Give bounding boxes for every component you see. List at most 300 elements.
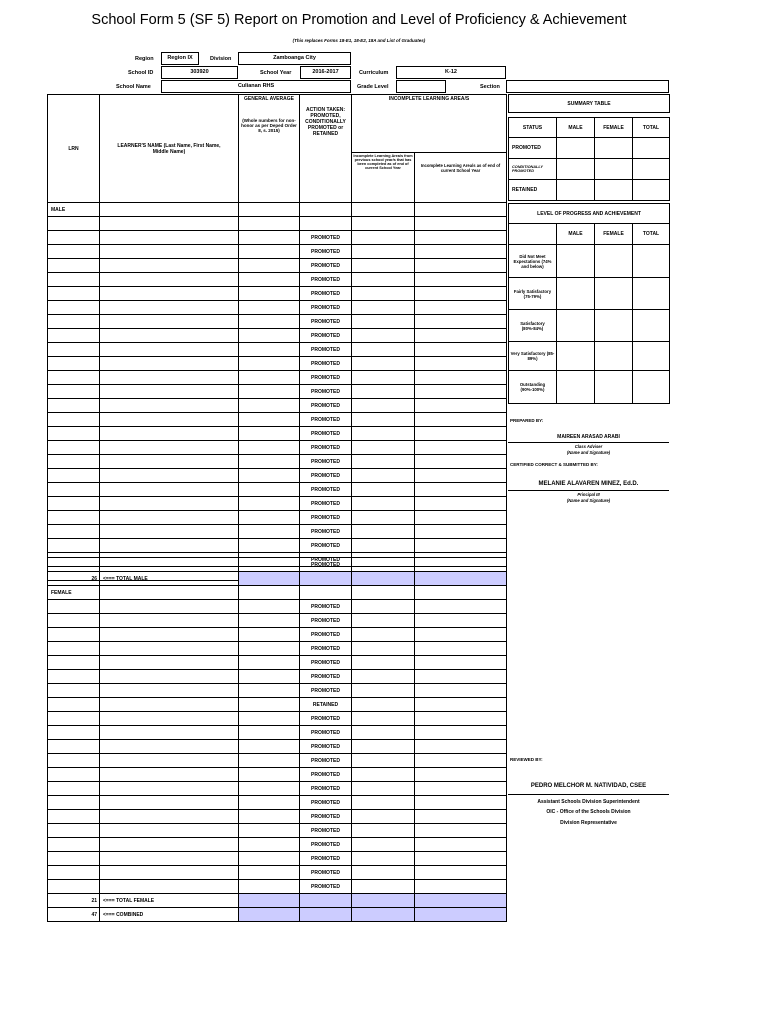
incomplete-curr-cell[interactable] — [415, 539, 507, 553]
incomplete-prev-cell[interactable] — [352, 824, 415, 838]
lrn-cell[interactable] — [48, 287, 100, 301]
lrn-cell[interactable] — [48, 441, 100, 455]
action-taken-cell[interactable]: PROMOTED — [300, 483, 352, 497]
incomplete-curr-cell[interactable] — [415, 301, 507, 315]
progress-value-cell[interactable] — [595, 342, 633, 371]
learner-name-cell[interactable] — [100, 866, 239, 880]
incomplete-curr-cell[interactable] — [415, 810, 507, 824]
incomplete-prev-cell[interactable] — [352, 273, 415, 287]
general-average-cell[interactable] — [239, 684, 300, 698]
incomplete-prev-cell[interactable] — [352, 385, 415, 399]
incomplete-prev-cell[interactable] — [352, 796, 415, 810]
summary-value-cell[interactable] — [633, 138, 670, 159]
learner-name-cell[interactable] — [100, 497, 239, 511]
incomplete-prev-cell[interactable] — [352, 259, 415, 273]
lrn-cell[interactable] — [48, 469, 100, 483]
action-taken-cell[interactable]: PROMOTED — [300, 259, 352, 273]
incomplete-curr-cell[interactable] — [415, 315, 507, 329]
incomplete-prev-cell[interactable] — [352, 866, 415, 880]
incomplete-curr-cell[interactable] — [415, 698, 507, 712]
incomplete-curr-cell[interactable] — [415, 614, 507, 628]
incomplete-prev-cell[interactable] — [352, 231, 415, 245]
learner-name-cell[interactable] — [100, 245, 239, 259]
incomplete-curr-cell[interactable] — [415, 768, 507, 782]
general-average-cell[interactable] — [239, 301, 300, 315]
incomplete-prev-cell[interactable] — [352, 539, 415, 553]
learner-name-cell[interactable] — [100, 371, 239, 385]
learner-name-cell[interactable] — [100, 413, 239, 427]
lrn-cell[interactable] — [48, 684, 100, 698]
action-taken-cell[interactable]: PROMOTED — [300, 357, 352, 371]
general-average-cell[interactable] — [239, 712, 300, 726]
action-taken-cell[interactable]: PROMOTED — [300, 628, 352, 642]
action-taken-cell[interactable]: PROMOTED — [300, 273, 352, 287]
general-average-cell[interactable] — [239, 413, 300, 427]
progress-value-cell[interactable] — [557, 278, 595, 310]
incomplete-curr-cell[interactable] — [415, 558, 507, 572]
general-average-cell[interactable] — [239, 343, 300, 357]
summary-value-cell[interactable] — [557, 180, 595, 201]
summary-value-cell[interactable] — [633, 159, 670, 180]
learner-name-cell[interactable] — [100, 754, 239, 768]
general-average-cell[interactable] — [239, 511, 300, 525]
incomplete-curr-cell[interactable] — [415, 469, 507, 483]
incomplete-curr-cell[interactable] — [415, 600, 507, 614]
incomplete-prev-cell[interactable] — [352, 698, 415, 712]
region-value[interactable]: Region IX — [161, 52, 199, 65]
incomplete-prev-cell[interactable] — [352, 413, 415, 427]
lrn-cell[interactable] — [48, 217, 100, 231]
action-taken-cell[interactable]: PROMOTED — [300, 642, 352, 656]
progress-value-cell[interactable] — [595, 371, 633, 404]
lrn-cell[interactable] — [48, 852, 100, 866]
learner-name-cell[interactable] — [100, 427, 239, 441]
incomplete-prev-cell[interactable] — [352, 217, 415, 231]
incomplete-prev-cell[interactable] — [352, 301, 415, 315]
incomplete-prev-cell[interactable] — [352, 427, 415, 441]
incomplete-prev-cell[interactable] — [352, 600, 415, 614]
action-taken-cell[interactable]: PROMOTED — [300, 614, 352, 628]
action-taken-cell[interactable]: PROMOTED — [300, 740, 352, 754]
action-taken-cell[interactable]: PROMOTED — [300, 343, 352, 357]
incomplete-curr-cell[interactable] — [415, 329, 507, 343]
general-average-cell[interactable] — [239, 217, 300, 231]
action-taken-cell[interactable]: RETAINED — [300, 698, 352, 712]
incomplete-prev-cell[interactable] — [352, 357, 415, 371]
cell[interactable] — [415, 586, 507, 600]
lrn-cell[interactable] — [48, 866, 100, 880]
cell[interactable] — [300, 586, 352, 600]
learner-name-cell[interactable] — [100, 656, 239, 670]
learner-name-cell[interactable] — [100, 259, 239, 273]
incomplete-curr-cell[interactable] — [415, 782, 507, 796]
incomplete-curr-cell[interactable] — [415, 511, 507, 525]
action-taken-cell[interactable]: PROMOTED — [300, 684, 352, 698]
action-taken-cell[interactable]: PROMOTED — [300, 399, 352, 413]
lrn-cell[interactable] — [48, 301, 100, 315]
incomplete-prev-cell[interactable] — [352, 245, 415, 259]
action-taken-cell[interactable]: PROMOTED — [300, 511, 352, 525]
incomplete-prev-cell[interactable] — [352, 852, 415, 866]
general-average-cell[interactable] — [239, 497, 300, 511]
action-taken-cell[interactable]: PROMOTED — [300, 600, 352, 614]
action-taken-cell[interactable]: PROMOTED — [300, 301, 352, 315]
school-name-value[interactable]: Culianan RHS — [161, 80, 351, 93]
action-taken-cell[interactable]: PROMOTED — [300, 231, 352, 245]
learner-name-cell[interactable] — [100, 525, 239, 539]
general-average-cell[interactable] — [239, 670, 300, 684]
general-average-cell[interactable] — [239, 231, 300, 245]
lrn-cell[interactable] — [48, 824, 100, 838]
incomplete-curr-cell[interactable] — [415, 628, 507, 642]
learner-name-cell[interactable] — [100, 217, 239, 231]
lrn-cell[interactable] — [48, 497, 100, 511]
general-average-cell[interactable] — [239, 469, 300, 483]
incomplete-prev-cell[interactable] — [352, 656, 415, 670]
learner-name-cell[interactable] — [100, 726, 239, 740]
action-taken-cell[interactable]: PROMOTED — [300, 670, 352, 684]
learner-name-cell[interactable] — [100, 810, 239, 824]
incomplete-prev-cell[interactable] — [352, 670, 415, 684]
incomplete-prev-cell[interactable] — [352, 511, 415, 525]
action-taken-cell[interactable]: PROMOTED — [300, 385, 352, 399]
learner-name-cell[interactable] — [100, 782, 239, 796]
action-taken-cell[interactable]: PROMOTED — [300, 539, 352, 553]
incomplete-prev-cell[interactable] — [352, 782, 415, 796]
general-average-cell[interactable] — [239, 866, 300, 880]
progress-value-cell[interactable] — [557, 342, 595, 371]
general-average-cell[interactable] — [239, 614, 300, 628]
general-average-cell[interactable] — [239, 385, 300, 399]
incomplete-curr-cell[interactable] — [415, 371, 507, 385]
general-average-cell[interactable] — [239, 259, 300, 273]
general-average-cell[interactable] — [239, 642, 300, 656]
incomplete-curr-cell[interactable] — [415, 343, 507, 357]
lrn-cell[interactable] — [48, 740, 100, 754]
action-taken-cell[interactable]: PROMOTED — [300, 712, 352, 726]
action-taken-cell[interactable]: PROMOTED — [300, 315, 352, 329]
lrn-cell[interactable] — [48, 712, 100, 726]
cell[interactable] — [352, 203, 415, 217]
lrn-cell[interactable] — [48, 525, 100, 539]
lrn-cell[interactable] — [48, 796, 100, 810]
action-taken-cell[interactable]: PROMOTED — [300, 497, 352, 511]
summary-value-cell[interactable] — [557, 159, 595, 180]
progress-value-cell[interactable] — [633, 342, 670, 371]
learner-name-cell[interactable] — [100, 455, 239, 469]
learner-name-cell[interactable] — [100, 483, 239, 497]
incomplete-curr-cell[interactable] — [415, 217, 507, 231]
incomplete-curr-cell[interactable] — [415, 483, 507, 497]
incomplete-prev-cell[interactable] — [352, 726, 415, 740]
progress-value-cell[interactable] — [633, 371, 670, 404]
grade-level-value[interactable] — [396, 80, 446, 93]
lrn-cell[interactable] — [48, 698, 100, 712]
general-average-cell[interactable] — [239, 852, 300, 866]
learner-name-cell[interactable] — [100, 824, 239, 838]
action-taken-cell[interactable]: PROMOTED — [300, 796, 352, 810]
general-average-cell[interactable] — [239, 357, 300, 371]
learner-name-cell[interactable] — [100, 511, 239, 525]
action-taken-cell[interactable]: PROMOTED — [300, 287, 352, 301]
incomplete-prev-cell[interactable] — [352, 483, 415, 497]
lrn-cell[interactable] — [48, 726, 100, 740]
summary-value-cell[interactable] — [633, 180, 670, 201]
general-average-cell[interactable] — [239, 782, 300, 796]
learner-name-cell[interactable] — [100, 315, 239, 329]
lrn-cell[interactable] — [48, 329, 100, 343]
cell[interactable] — [300, 203, 352, 217]
general-average-cell[interactable] — [239, 483, 300, 497]
learner-name-cell[interactable] — [100, 628, 239, 642]
lrn-cell[interactable] — [48, 357, 100, 371]
lrn-cell[interactable] — [48, 427, 100, 441]
progress-value-cell[interactable] — [557, 371, 595, 404]
incomplete-curr-cell[interactable] — [415, 754, 507, 768]
learner-name-cell[interactable] — [100, 558, 239, 572]
lrn-cell[interactable] — [48, 558, 100, 572]
incomplete-curr-cell[interactable] — [415, 427, 507, 441]
incomplete-prev-cell[interactable] — [352, 712, 415, 726]
curriculum-value[interactable]: K-12 — [396, 66, 506, 79]
incomplete-curr-cell[interactable] — [415, 357, 507, 371]
lrn-cell[interactable] — [48, 628, 100, 642]
section-value[interactable] — [506, 80, 669, 93]
incomplete-curr-cell[interactable] — [415, 670, 507, 684]
action-taken-cell[interactable]: PROMOTED — [300, 768, 352, 782]
action-taken-cell[interactable]: PROMOTED — [300, 754, 352, 768]
progress-value-cell[interactable] — [595, 310, 633, 342]
incomplete-prev-cell[interactable] — [352, 880, 415, 894]
incomplete-prev-cell[interactable] — [352, 525, 415, 539]
action-taken-cell[interactable]: PROMOTED — [300, 880, 352, 894]
incomplete-curr-cell[interactable] — [415, 525, 507, 539]
learner-name-cell[interactable] — [100, 768, 239, 782]
incomplete-curr-cell[interactable] — [415, 259, 507, 273]
incomplete-curr-cell[interactable] — [415, 287, 507, 301]
action-taken-cell[interactable]: PROMOTED — [300, 427, 352, 441]
action-taken-cell[interactable]: PROMOTED — [300, 558, 352, 572]
lrn-cell[interactable] — [48, 483, 100, 497]
cell[interactable] — [100, 586, 239, 600]
general-average-cell[interactable] — [239, 726, 300, 740]
lrn-cell[interactable] — [48, 315, 100, 329]
learner-name-cell[interactable] — [100, 273, 239, 287]
incomplete-curr-cell[interactable] — [415, 824, 507, 838]
general-average-cell[interactable] — [239, 245, 300, 259]
learner-name-cell[interactable] — [100, 399, 239, 413]
incomplete-curr-cell[interactable] — [415, 726, 507, 740]
learner-name-cell[interactable] — [100, 441, 239, 455]
learner-name-cell[interactable] — [100, 838, 239, 852]
incomplete-prev-cell[interactable] — [352, 642, 415, 656]
action-taken-cell[interactable]: PROMOTED — [300, 525, 352, 539]
incomplete-prev-cell[interactable] — [352, 287, 415, 301]
general-average-cell[interactable] — [239, 455, 300, 469]
incomplete-curr-cell[interactable] — [415, 497, 507, 511]
learner-name-cell[interactable] — [100, 329, 239, 343]
lrn-cell[interactable] — [48, 838, 100, 852]
learner-name-cell[interactable] — [100, 880, 239, 894]
learner-name-cell[interactable] — [100, 712, 239, 726]
learner-name-cell[interactable] — [100, 287, 239, 301]
summary-value-cell[interactable] — [595, 159, 633, 180]
learner-name-cell[interactable] — [100, 385, 239, 399]
lrn-cell[interactable] — [48, 511, 100, 525]
incomplete-prev-cell[interactable] — [352, 329, 415, 343]
lrn-cell[interactable] — [48, 600, 100, 614]
lrn-cell[interactable] — [48, 782, 100, 796]
division-value[interactable]: Zamboanga City — [238, 52, 351, 65]
learner-name-cell[interactable] — [100, 614, 239, 628]
learner-name-cell[interactable] — [100, 357, 239, 371]
learner-name-cell[interactable] — [100, 469, 239, 483]
action-taken-cell[interactable]: PROMOTED — [300, 245, 352, 259]
lrn-cell[interactable] — [48, 880, 100, 894]
action-taken-cell[interactable]: PROMOTED — [300, 838, 352, 852]
learner-name-cell[interactable] — [100, 740, 239, 754]
action-taken-cell[interactable]: PROMOTED — [300, 824, 352, 838]
lrn-cell[interactable] — [48, 810, 100, 824]
incomplete-curr-cell[interactable] — [415, 656, 507, 670]
general-average-cell[interactable] — [239, 810, 300, 824]
general-average-cell[interactable] — [239, 371, 300, 385]
general-average-cell[interactable] — [239, 315, 300, 329]
incomplete-prev-cell[interactable] — [352, 343, 415, 357]
learner-name-cell[interactable] — [100, 796, 239, 810]
action-taken-cell[interactable]: PROMOTED — [300, 371, 352, 385]
general-average-cell[interactable] — [239, 600, 300, 614]
incomplete-curr-cell[interactable] — [415, 712, 507, 726]
lrn-cell[interactable] — [48, 670, 100, 684]
incomplete-curr-cell[interactable] — [415, 399, 507, 413]
incomplete-curr-cell[interactable] — [415, 866, 507, 880]
incomplete-curr-cell[interactable] — [415, 684, 507, 698]
incomplete-curr-cell[interactable] — [415, 231, 507, 245]
action-taken-cell[interactable]: PROMOTED — [300, 726, 352, 740]
general-average-cell[interactable] — [239, 754, 300, 768]
action-taken-cell[interactable] — [300, 217, 352, 231]
general-average-cell[interactable] — [239, 525, 300, 539]
progress-value-cell[interactable] — [633, 278, 670, 310]
lrn-cell[interactable] — [48, 642, 100, 656]
learner-name-cell[interactable] — [100, 670, 239, 684]
summary-value-cell[interactable] — [557, 138, 595, 159]
progress-value-cell[interactable] — [633, 245, 670, 278]
lrn-cell[interactable] — [48, 273, 100, 287]
learner-name-cell[interactable] — [100, 539, 239, 553]
lrn-cell[interactable] — [48, 343, 100, 357]
action-taken-cell[interactable]: PROMOTED — [300, 441, 352, 455]
action-taken-cell[interactable]: PROMOTED — [300, 469, 352, 483]
general-average-cell[interactable] — [239, 539, 300, 553]
incomplete-prev-cell[interactable] — [352, 838, 415, 852]
incomplete-prev-cell[interactable] — [352, 455, 415, 469]
cell[interactable] — [100, 203, 239, 217]
incomplete-prev-cell[interactable] — [352, 497, 415, 511]
general-average-cell[interactable] — [239, 796, 300, 810]
cell[interactable] — [239, 586, 300, 600]
incomplete-curr-cell[interactable] — [415, 852, 507, 866]
progress-value-cell[interactable] — [633, 310, 670, 342]
general-average-cell[interactable] — [239, 329, 300, 343]
incomplete-curr-cell[interactable] — [415, 880, 507, 894]
lrn-cell[interactable] — [48, 413, 100, 427]
progress-value-cell[interactable] — [557, 310, 595, 342]
incomplete-prev-cell[interactable] — [352, 768, 415, 782]
action-taken-cell[interactable]: PROMOTED — [300, 810, 352, 824]
progress-value-cell[interactable] — [595, 278, 633, 310]
lrn-cell[interactable] — [48, 768, 100, 782]
learner-name-cell[interactable] — [100, 231, 239, 245]
general-average-cell[interactable] — [239, 273, 300, 287]
learner-name-cell[interactable] — [100, 301, 239, 315]
action-taken-cell[interactable]: PROMOTED — [300, 852, 352, 866]
lrn-cell[interactable] — [48, 259, 100, 273]
action-taken-cell[interactable]: PROMOTED — [300, 656, 352, 670]
learner-name-cell[interactable] — [100, 642, 239, 656]
general-average-cell[interactable] — [239, 558, 300, 572]
incomplete-curr-cell[interactable] — [415, 385, 507, 399]
lrn-cell[interactable] — [48, 539, 100, 553]
general-average-cell[interactable] — [239, 427, 300, 441]
incomplete-curr-cell[interactable] — [415, 245, 507, 259]
progress-value-cell[interactable] — [595, 245, 633, 278]
learner-name-cell[interactable] — [100, 698, 239, 712]
learner-name-cell[interactable] — [100, 600, 239, 614]
lrn-cell[interactable] — [48, 231, 100, 245]
incomplete-prev-cell[interactable] — [352, 469, 415, 483]
summary-value-cell[interactable] — [595, 180, 633, 201]
incomplete-prev-cell[interactable] — [352, 810, 415, 824]
general-average-cell[interactable] — [239, 628, 300, 642]
general-average-cell[interactable] — [239, 740, 300, 754]
action-taken-cell[interactable]: PROMOTED — [300, 329, 352, 343]
incomplete-curr-cell[interactable] — [415, 642, 507, 656]
general-average-cell[interactable] — [239, 441, 300, 455]
incomplete-curr-cell[interactable] — [415, 796, 507, 810]
school-year-value[interactable]: 2016-2017 — [300, 66, 351, 79]
learner-name-cell[interactable] — [100, 684, 239, 698]
lrn-cell[interactable] — [48, 656, 100, 670]
action-taken-cell[interactable]: PROMOTED — [300, 553, 352, 567]
lrn-cell[interactable] — [48, 385, 100, 399]
incomplete-curr-cell[interactable] — [415, 413, 507, 427]
action-taken-cell[interactable]: PROMOTED — [300, 455, 352, 469]
progress-value-cell[interactable] — [557, 245, 595, 278]
incomplete-curr-cell[interactable] — [415, 273, 507, 287]
general-average-cell[interactable] — [239, 287, 300, 301]
incomplete-curr-cell[interactable] — [415, 740, 507, 754]
lrn-cell[interactable] — [48, 245, 100, 259]
cell[interactable] — [352, 586, 415, 600]
cell[interactable] — [415, 203, 507, 217]
general-average-cell[interactable] — [239, 880, 300, 894]
lrn-cell[interactable] — [48, 399, 100, 413]
summary-value-cell[interactable] — [595, 138, 633, 159]
incomplete-prev-cell[interactable] — [352, 315, 415, 329]
incomplete-prev-cell[interactable] — [352, 614, 415, 628]
incomplete-prev-cell[interactable] — [352, 558, 415, 572]
general-average-cell[interactable] — [239, 656, 300, 670]
lrn-cell[interactable] — [48, 371, 100, 385]
general-average-cell[interactable] — [239, 838, 300, 852]
action-taken-cell[interactable]: PROMOTED — [300, 866, 352, 880]
incomplete-prev-cell[interactable] — [352, 740, 415, 754]
school-id-value[interactable]: 303920 — [161, 66, 238, 79]
action-taken-cell[interactable]: PROMOTED — [300, 782, 352, 796]
general-average-cell[interactable] — [239, 768, 300, 782]
